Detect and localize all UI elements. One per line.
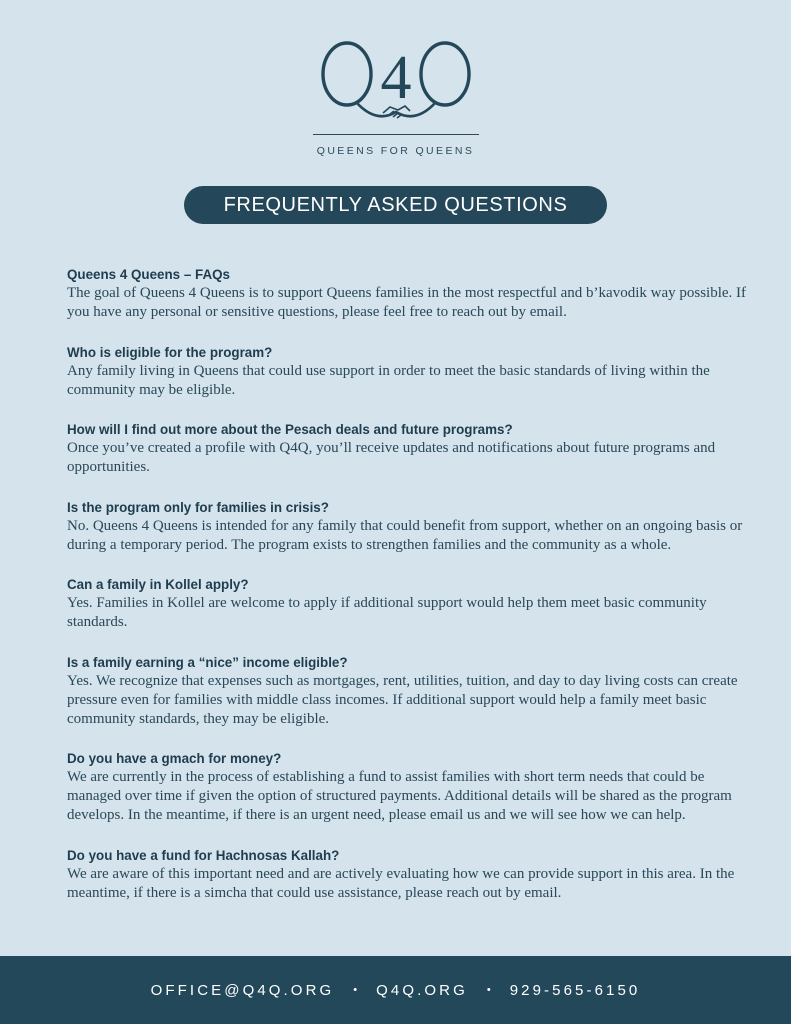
faq-question: Do you have a gmach for money? [67, 751, 282, 766]
faq-list [67, 265, 747, 923]
faq-banner-title: FREQUENTLY ASKED QUESTIONS [223, 193, 568, 216]
faq-answer: Yes. Families in Kollel are welcome to apply if additional support would help them meet basic community standards. [67, 595, 707, 630]
faq-answer: Yes. We recognize that expenses such as mortgages, rent, utilities, tuition, and day to day living costs can create pressure even for families with middle class incomes. If additional support would help a family meet basic community standards, they may be eligible. [67, 672, 738, 727]
logo [0, 36, 791, 157]
faq-item [67, 653, 747, 729]
faq-item [67, 343, 747, 400]
footer-website-link[interactable]: Q4Q.ORG [376, 981, 468, 999]
footer-separator: • [353, 984, 358, 996]
faq-answer: We are currently in the process of establishing a fund to assist families with short term needs that could be managed over time if given the option of structured payments. Additional details will be shared as the program develops. In the meantime, if there is an urgent need, please email us and we will see how we can help. [67, 769, 732, 823]
logo-tagline: QUEENS FOR QUEENS [316, 145, 475, 157]
footer-separator: • [486, 984, 491, 996]
faq-item [67, 575, 747, 632]
logo-divider [313, 134, 479, 135]
faq-question: Can a family in Kollel apply? [67, 577, 249, 592]
faq-question: Do you have a fund for Hachnosas Kallah? [67, 847, 340, 863]
faq-question: Is a family earning a “nice” income eligible? [67, 654, 348, 670]
faq-answer: The goal of Queens 4 Queens is to support Queens families in the most respectful and b’kavodik way possible. If you have any personal or sensitive questions, please feel free to reach out by email. [67, 285, 747, 320]
faq-answer: We are aware of this important need and are actively evaluating how we can provide support in this area. In the meantime, if there is a simcha that could use assistance, please reach out by email. [67, 865, 735, 901]
svg-text:4: 4 [380, 44, 411, 112]
faq-question: How will I find out more about the Pesach deals and future programs? [67, 422, 513, 437]
faq-item [67, 265, 747, 322]
faq-question: Is the program only for families in crisis? [67, 499, 329, 515]
faq-answer: Any family living in Queens that could use support in order to meet the basic standards of living within the community may be eligible. [67, 362, 710, 398]
footer-email-link[interactable]: OFFICE@Q4Q.ORG [150, 981, 335, 999]
faq-item [67, 420, 747, 477]
footer-phone-link[interactable]: 929-565-6150 [509, 981, 641, 999]
q4q-logo-mark [316, 36, 476, 128]
faq-question: Who is eligible for the program? [67, 344, 273, 360]
faq-item [67, 749, 747, 825]
faq-answer: Once you’ve created a profile with Q4Q, you’ll receive updates and notifications about future programs and opportunities. [67, 440, 716, 475]
faq-item [67, 846, 747, 903]
faq-answer: No. Queens 4 Queens is intended for any family that could benefit from support, whether on an ongoing basis or during a temporary period. The program exists to strengthen families and the community as a whole. [67, 517, 743, 553]
contact-footer [0, 956, 791, 1024]
faq-question: Queens 4 Queens – FAQs [67, 267, 230, 282]
faq-banner [184, 186, 607, 224]
faq-item [67, 498, 747, 555]
